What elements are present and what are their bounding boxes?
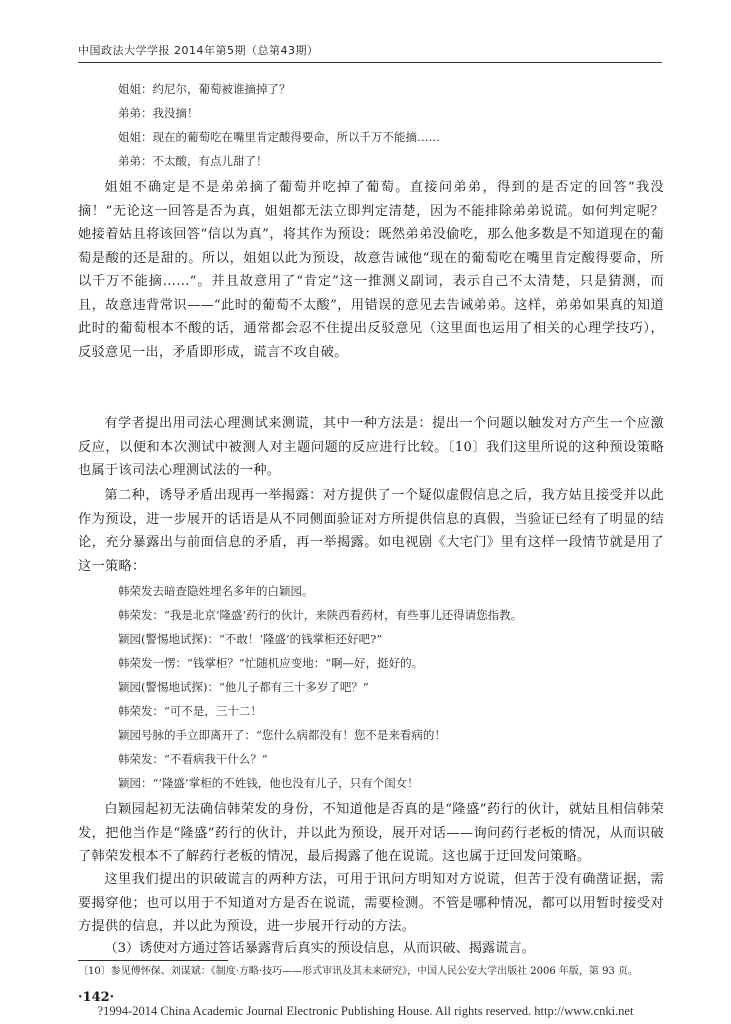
dialog-line: 弟弟：不太酸，有点儿甜了！ (118, 154, 268, 168)
dialog-line: 颖园号脉的手立即离开了：“您什么病都没有！您不是来看病的！ (118, 728, 446, 742)
copyright-notice: ?1994-2014 China Academic Journal Electronic Publishing House. All rights reserved. http://www.cnki.net (97, 1004, 634, 1018)
body-paragraph: 有学者提出用司法心理测试来测谎，其中一种方法是：提出一个问题以触发对方产生一个应激反应，以便和本次测试中被测人对主题问题的反应进行比较。〔10〕我们这里所说的这种预设策略也属于该司法心理测试法的一种。 (78, 416, 664, 478)
dialog-line: 颖园(警惕地试探)：“不敢！‘隆盛’的钱掌柜还好吧?” (118, 632, 383, 646)
body-paragraph: 第二种，诱导矛盾出现再一举揭露：对方提供了一个疑似虚假信息之后，我方姑且接受并以此作为预设，进一步展开的话语是从不同侧面验证对方所提供信息的真假，当验证已经有了明显的结论，充分暴露出与前面信息的矛盾，再一举揭露。如电视剧《大宅门》里有这样一段情节就是用了这一策略： (78, 488, 664, 574)
dialog-line: 韩荣发去暗查隐姓埋名多年的白颖园。 (118, 584, 314, 598)
dialog-line: 姐姐：约尼尔，葡萄被谁摘掉了？ (118, 82, 291, 96)
footnote-rule (78, 960, 228, 961)
footnote: 〔10〕参见傅怀保、刘谋斌：《制度·方略·技巧——形式审讯及其未来研究》，中国人民公安大学出版社 2006 年版，第 93 页。 (78, 966, 638, 977)
running-header: 中国政法大学学报 2014年第5期（总第43期） (78, 44, 319, 57)
dialog-line: 韩荣发：“我是北京‘隆盛’药行的伙计，来陕西看药材，有些事儿还得请您指教。 (118, 608, 523, 622)
section-heading: （3）诱使对方通过答话暴露背后真实的预设信息，从而识破、揭露谎言。 (104, 941, 535, 956)
dialog-line: 颖园(警惕地试探)：“他儿子都有三十多岁了吧？” (118, 680, 369, 694)
body-paragraph: 白颖园起初无法确信韩荣发的身份，不知道他是否真的是“隆盛”药行的伙计，就姑且相信韩荣发，把他当作是“隆盛”药行的伙计，并以此为预设，展开对话——询问药行老板的情况，从而识破了韩荣发根本不了解药行老板的情况，最后揭露了他在说谎。这也属于迂回发问策略。 (78, 802, 664, 864)
dialog-line: 弟弟：我没摘！ (118, 106, 199, 120)
dialog-line: 韩荣发一愣：“钱掌柜？”忙随机应变地：“啊—好，挺好的。 (118, 656, 424, 670)
dialog-line: 姐姐：现在的葡萄吃在嘴里肯定酸得要命，所以千万不能摘…… (118, 130, 440, 144)
body-paragraph: 这里我们提出的识破谎言的两种方法，可用于讯问方明知对方说谎，但苦于没有确凿证据，需要揭穿他；也可以用于不知道对方是否在说谎，需要检测。不管是哪种情况，都可以用暂时接受对方提供的信息，并以此为预设，进一步展开行动的方法。 (78, 872, 664, 934)
page-number: ·142· (78, 990, 115, 1005)
dialog-line: 韩荣发：“可不是，三十二！ (118, 704, 262, 718)
dialog-line: 颖园：“‘隆盛’掌柜的不姓钱，他也没有儿子，只有个闺女！ (118, 776, 419, 790)
dialog-line: 韩荣发：“不看病我干什么？” (118, 752, 268, 766)
body-paragraph: 姐姐不确定是不是弟弟摘了葡萄并吃掉了葡萄。直接问弟弟，得到的是否定的回答“我没摘！”无论这一回答是否为真，姐姐都无法立即判定清楚，因为不能排除弟弟说谎。如何判定呢？她接着姑且将该回答“信以为真”，将其作为预设：既然弟弟没偷吃，那么他多数是不知道现在的葡萄是酸的还是甜的。所以，姐姐以此为预设，故意告诫他“现在的葡萄吃在嘴里肯定酸得要命，所以千万不能摘……”。并且故意用了“肯定”这一推测义副词，表示自己不太清楚，只是猜测，而且，故意违背常识——“此时的葡萄不太酸”，用错误的意见去告诫弟弟。这样，弟弟如果真的知道此时的葡萄根本不酸的话，通常都会忍不住提出反驳意见（这里面也运用了相关的心理学技巧），反驳意见一出，矛盾即形成，谎言不攻自破。 (78, 180, 664, 360)
header-rule (78, 62, 662, 63)
